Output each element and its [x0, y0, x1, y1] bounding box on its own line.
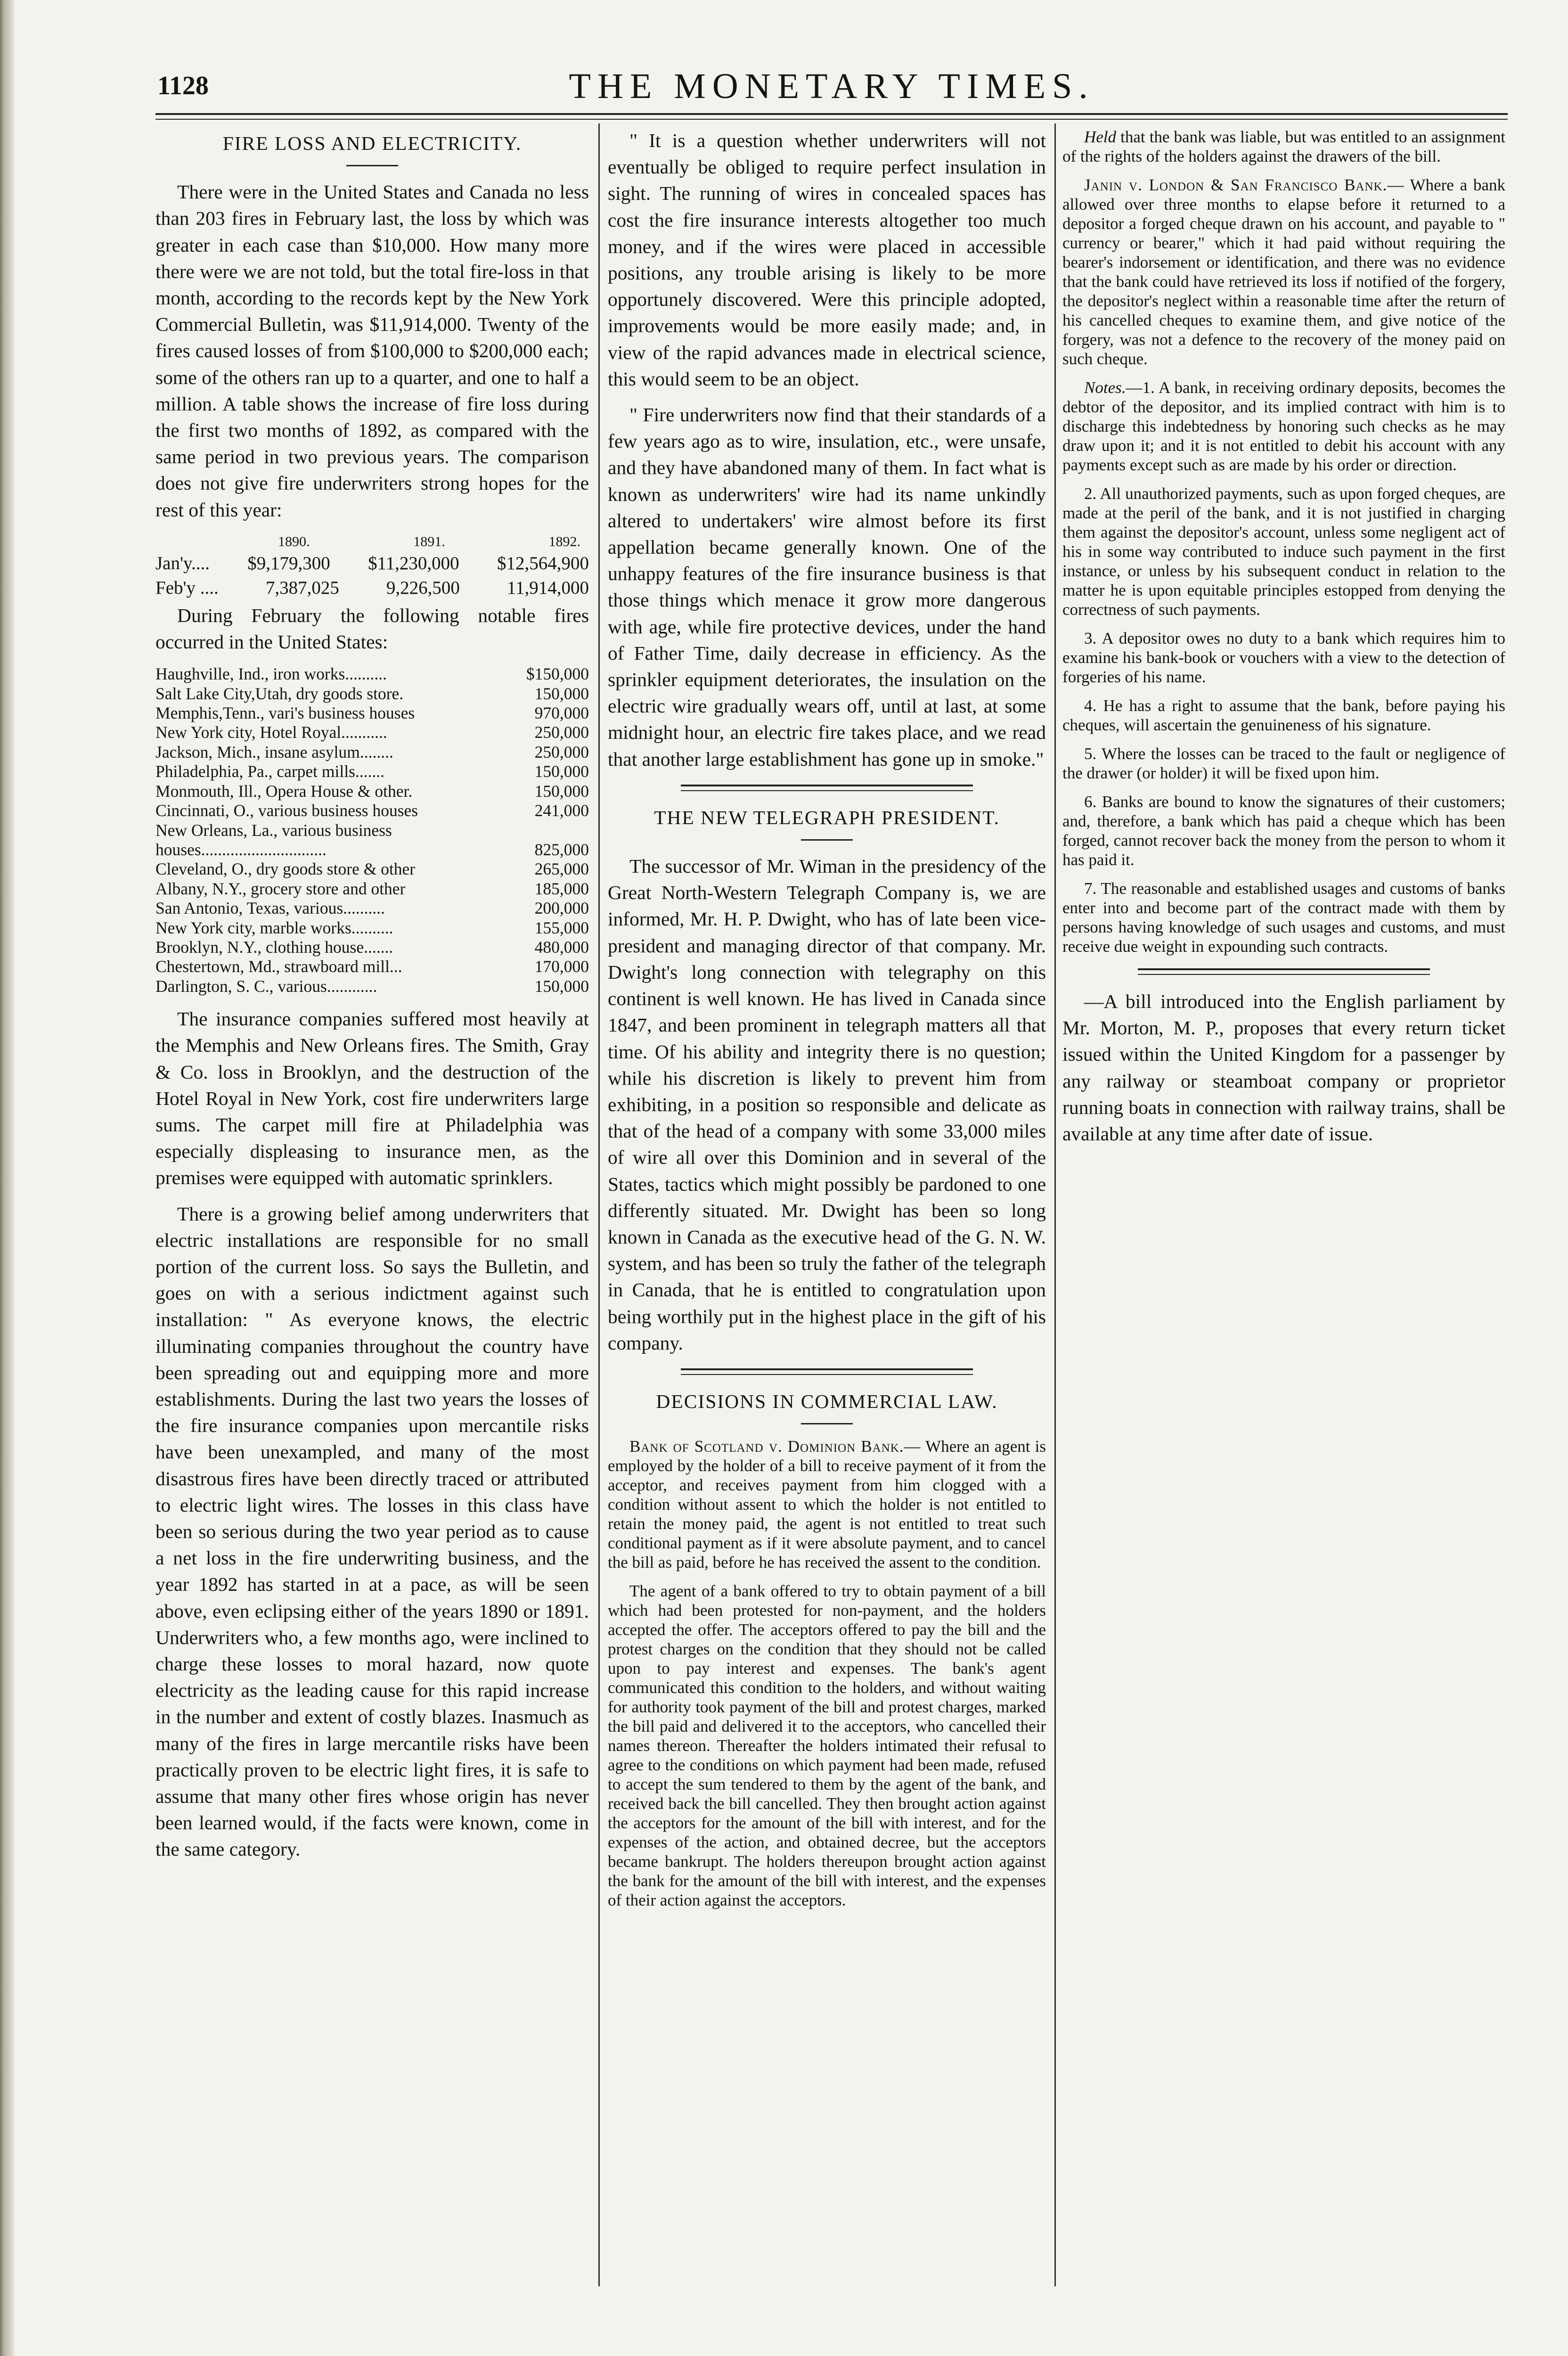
list-item — [155, 879, 589, 899]
table-row — [155, 576, 589, 600]
section-separator — [1138, 968, 1430, 975]
fire-amount: 155,000 — [534, 918, 589, 937]
paragraph: There were in the United States and Canada no less than 203 fires in February last, the loss by which was greater in each case than $10,000. How many more there were we are not told, but the total fire-loss in that month, according to the records kept by the New York Commercial Bulletin, was $11,914,000. Twenty of the fires caused losses of from $100,000 to $200,000 each; some of the others ran up to a quarter, and one to half a million. A table shows the increase of fire loss during the first two months of 1892, as compared with the same period in two previous years. The comparison does not give fire underwriters strong hopes for the rest of this year: — [155, 181, 589, 521]
fire-location: Brooklyn, N.Y., clothing house....... — [155, 937, 393, 957]
case-title: Janin v. London & San Francisco Bank.— — [1084, 176, 1405, 194]
fire-location: Cincinnati, O., various business houses — [155, 801, 418, 820]
list-item — [155, 762, 589, 781]
table-row — [155, 551, 589, 576]
cell: 9,226,500 — [386, 577, 460, 598]
article-heading-telegraph: THE NEW TELEGRAPH PRESIDENT. — [654, 806, 1000, 828]
page-number: 1128 — [157, 71, 209, 100]
heading-dash — [801, 839, 853, 841]
column-divider — [1054, 123, 1056, 2286]
fire-location: San Antonio, Texas, various.......... — [155, 899, 385, 918]
fire-amount: 150,000 — [534, 762, 589, 781]
header-rule-thin — [155, 119, 1508, 120]
paragraph: " It is a question whether underwriters will not eventually be obliged to require perfect insulation in sight. The running of wires in concealed spaces has cost the fire insurance interests altogether too much money, and if the wires were placed in accessible positions, any trouble arising is likely to be more opportunely discovered. Were this principle adopted, improvements would be more easily made; and, in view of the rapid advances made in electrical science, this would seem to be an object. — [608, 130, 1046, 390]
column-1 — [155, 127, 589, 1872]
heading-dash — [801, 1423, 853, 1424]
paragraph: During February the following notable fires occurred in the United States: — [155, 604, 589, 653]
binding-edge — [0, 0, 14, 2356]
list-item — [155, 840, 589, 859]
fire-location: Salt Lake City,Utah, dry goods store. — [155, 684, 404, 703]
case-paragraph — [608, 1437, 1046, 1572]
list-item — [155, 723, 589, 742]
table-header — [155, 532, 589, 551]
note-text: —1. A bank, in receiving ordinary deposits, becomes the debtor of the depositor, and its implied contract with him is to discharge this indebtedness by honoring such checks as he may draw upon it; and it is not entitled to debit his account with any payments except such as are made by his order or direction. — [1062, 378, 1505, 474]
list-item — [155, 938, 589, 957]
case-title: Bank of Scotland v. Dominion Bank.— — [629, 1437, 921, 1456]
list-item — [155, 918, 589, 938]
paragraph: —A bill introduced into the English parliament by Mr. Morton, M. P., proposes that every return ticket issued within the United Kingdom for a passenger by any railway or steamboat company or proprietor running boats in connection with railway trains, shall be available at any time after date of issue. — [1062, 990, 1505, 1145]
note-paragraph: 5. Where the losses can be traced to the fault or negligence of the drawer (or holder) it will be fixed upon him. — [1062, 744, 1505, 782]
fire-location: Chestertown, Md., strawboard mill... — [155, 957, 402, 976]
fire-amount: 970,000 — [534, 704, 589, 723]
fire-amount: 170,000 — [534, 957, 589, 976]
note-paragraph — [1062, 378, 1505, 474]
cell: 11,914,000 — [506, 577, 589, 598]
article-heading-fire-loss: FIRE LOSS AND ELECTRICITY. — [222, 132, 522, 154]
row-label: Jan'y.... — [155, 553, 210, 573]
heading-dash — [346, 165, 398, 166]
fire-location: Jackson, Mich., insane asylum........ — [155, 742, 393, 761]
case-text: Where a bank allowed over three months to elapse before it returned to a depositor a forged cheque drawn on his account, and payable to " currency or bearer," which it had paid without requiring the bearer's indorsement or identification, and there was no evidence that the bank could have retrieved its loss if notified of the forgery, the depositor's neglect within a reasonable time after the return of his cancelled cheques to examine them, and give notice of the forgery, was not a defence to the recovery of the money paid on such cheque. — [1062, 176, 1505, 368]
cell: $11,230,000 — [368, 553, 459, 573]
note-paragraph: 4. He has a right to assume that the bank, before paying his cheques, will ascertain the genuineness of his signature. — [1062, 696, 1505, 734]
note-paragraph: 2. All unauthorized payments, such as upon forged cheques, are made at the peril of the bank, and it is not justified in charging them against the depositor's account, unless some negligent act of his in some way contributed to induce such payment in the first instance, or unless by his subsequent conduct in relation to the matter he is upon equitable principles estopped from denying the correctness of such payments. — [1062, 484, 1505, 619]
fire-location: Haughville, Ind., iron works.......... — [155, 664, 387, 684]
fire-amount: 185,000 — [534, 879, 589, 898]
fire-amount: $150,000 — [526, 664, 589, 684]
list-item — [155, 977, 589, 996]
list-item — [155, 957, 589, 976]
fire-location: houses.............................. — [155, 840, 327, 859]
fire-amount: 480,000 — [534, 937, 589, 957]
fire-amount: 250,000 — [534, 723, 589, 742]
paragraph: There is a growing belief among underwriters that electric installations are responsible for no small portion of the current loss. So says the Bulletin, and goes on with a serious indictment against such installation: " As everyone knows, the electric illuminating companies throughout the country have been spreading out and equipping more and more establishments. During the last two years the losses of the fire insurance companies upon mercantile risks have been unexampled, and many of the most disastrous fires have been directly traced or attributed to electric light wires. The losses in this class have been so serious during the two year period as to cause a net loss in the fire underwriting business, and the year 1892 has started in at a pace, as will be seen above, even eclipsing either of the years 1890 or 1891. Underwriters who, a few months ago, were inclined to charge these losses to moral hazard, now quote electricity as the leading cause for this rapid increase in the number and extent of costly blazes. Inasmuch as many of the fires in large mercantile risks have been practically proven to be electric light fires, it is safe to assume that many other fires whose origin has never been learned would, if the facts were known, come in the same category. — [155, 1203, 589, 1860]
article-heading-decisions: DECISIONS IN COMMERCIAL LAW. — [656, 1390, 998, 1412]
list-item — [155, 704, 589, 723]
section-separator — [681, 785, 973, 791]
year-label: 1890. — [278, 533, 310, 549]
year-label: 1892. — [548, 533, 580, 549]
header-rule — [155, 113, 1508, 115]
cell: $12,564,900 — [497, 553, 589, 573]
note-paragraph: 3. A depositor owes no duty to a bank which requires him to examine his bank-book or vouchers with a view to the detection of forgeries of his name. — [1062, 629, 1505, 686]
fire-location: Philadelphia, Pa., carpet mills....... — [155, 762, 385, 781]
fire-amount: 150,000 — [534, 781, 589, 801]
list-item — [155, 899, 589, 918]
paragraph: The successor of Mr. Wiman in the presidency of the Great North-Western Telegraph Company is, we are informed, Mr. H. P. Dwight, who has of late been vice-president and managing director of that company. Mr. Dwight's long connection with telegraphy on this continent is well known. He has lived in Canada since 1847, and been prominent in telegraph matters all that time. Of his ability and integrity there is no question; while his discretion is likely to prevent him from exhibiting, in a position so responsible and delicate as that of the head of a company with some 33,000 miles of wire all over this Dominion and in several of the States, tactics which might possibly be pardoned to one differently situated. Mr. Dwight has been so long known in Canada as the executive head of the G. N. W. system, and has been so truly the father of the telegraph in Canada, that he is entitled to congratulation upon being worthily put in the highest place in the gift of his company. — [608, 855, 1046, 1354]
list-item — [155, 743, 589, 762]
list-item — [155, 821, 589, 840]
fire-amount: 150,000 — [534, 684, 589, 703]
fire-location: Darlington, S. C., various............ — [155, 976, 377, 996]
list-item — [155, 859, 589, 879]
year-label: 1891. — [413, 533, 445, 549]
column-2 — [608, 127, 1046, 1919]
column-3 — [1062, 127, 1505, 1156]
list-item — [155, 684, 589, 704]
case-paragraph — [1062, 175, 1505, 368]
list-item — [155, 782, 589, 801]
notes-word: Notes. — [1084, 378, 1126, 397]
column-divider — [598, 123, 600, 2286]
fire-amount: 250,000 — [534, 742, 589, 761]
held-word: Held — [1084, 128, 1117, 146]
fire-amount: 150,000 — [534, 976, 589, 996]
paragraph: The insurance companies suffered most heavily at the Memphis and New Orleans fires. The Smith, Gray & Co. loss in Brooklyn, and the destruction of the Hotel Royal in New York, cost fire underwriters large sums. The carpet mill fire at Philadelphia was especially displeasing to insurance men, as the premises were equipped with automatic sprinklers. — [155, 1008, 589, 1189]
case-paragraph: The agent of a bank offered to try to obtain payment of a bill which had been protested for non-payment, and the holders accepted the offer. The acceptors offered to pay the bill and the protest charges on the condition that they should not be called upon to pay interest and expenses. The bank's agent communicated this condition to the holders, and without waiting for authority took payment of the bill and protest charges, marked the bill paid and delivered it to the acceptors, who cancelled their names thereon. Thereafter the holders intimated their refusal to agree to the conditions on which payment had been made, refused to accept the sum tendered to them by the agent of the bank, and received back the bill cancelled. They then brought action against the acceptors for the amount of the bill with interest, and for the expenses of the action, and obtained decree, but the acceptors became bankrupt. The holders thereupon brought action against the bank for the amount of the bill with interest, and the expenses of their action against the acceptors. — [608, 1582, 1046, 1910]
paragraph: " Fire underwriters now find that their standards of a few years ago as to wire, insulation, etc., were unsafe, and they have abandoned many of them. In fact what is known as underwriters' wire had its name unkindly altered to undertakers' wire almost before its first appellation became generally known. One of the unhappy features of the fire insurance business is that those things which menace it grow more dangerous with age, while fire protective devices, under the hand of Father Time, daily decrease in efficiency. As the sprinkler equipment deteriorates, the insulation on the electric wire gradually wears off, until at last, at some midnight hour, an electric fire takes place, and we read that another large establishment has gone up in smoke." — [608, 404, 1046, 770]
fire-location: Cleveland, O., dry goods store & other — [155, 859, 416, 879]
paragraph — [1062, 127, 1505, 166]
fire-amount: 825,000 — [534, 840, 589, 859]
fire-location: Monmouth, Ill., Opera House & other. — [155, 781, 413, 801]
note-paragraph: 7. The reasonable and established usages and customs of banks enter into and become part of the contract made with them by persons having knowledge of such usages and customs, and must receive due weight in expounding such contracts. — [1062, 879, 1505, 956]
masthead-title: THE MONETARY TIMES. — [569, 66, 1094, 106]
fire-location: Albany, N.Y., grocery store and other — [155, 879, 406, 898]
fire-list — [155, 664, 589, 996]
fire-location: Memphis,Tenn., vari's business houses — [155, 704, 415, 723]
fire-location: New York city, marble works.......... — [155, 918, 393, 937]
list-item — [155, 801, 589, 820]
section-separator — [681, 1368, 973, 1375]
row-label: Feb'y .... — [155, 577, 219, 598]
cell: $9,179,300 — [247, 553, 330, 573]
fire-amount: 241,000 — [534, 801, 589, 820]
case-text: Where an agent is employed by the holder of a bill to receive payment of it from the acceptor, and receives payment from him clogged with a condition without assent to which the holder is not entitled to retain the money paid, the agent is not entitled to treat such conditional payment as if it were absolute payment, and to cancel the bill as paid, before he has received the assent to the condition. — [608, 1437, 1046, 1572]
fire-location: New Orleans, La., various business — [155, 820, 392, 840]
held-text: that the bank was liable, but was entitled to an assignment of the rights of the holders against the drawers of the bill. — [1062, 128, 1505, 165]
fire-amount: 265,000 — [534, 859, 589, 879]
fire-amount: 200,000 — [534, 899, 589, 918]
cell: 7,387,025 — [265, 577, 339, 598]
note-paragraph: 6. Banks are bound to know the signatures of their customers; and, therefore, a bank which has paid a cheque which has been forged, cannot recover back the money from the person to whom it has paid it. — [1062, 793, 1505, 869]
list-item — [155, 664, 589, 684]
fire-location: New York city, Hotel Royal........... — [155, 723, 387, 742]
